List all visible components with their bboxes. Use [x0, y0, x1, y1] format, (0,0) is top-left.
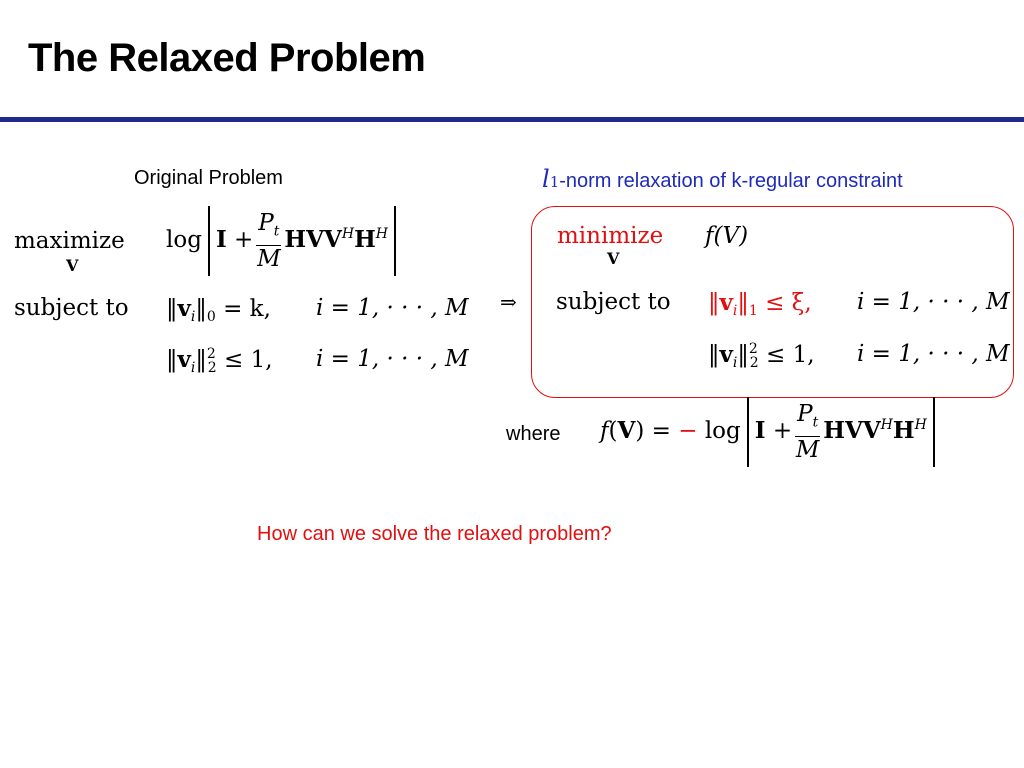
- question-text: How can we solve the relaxed problem?: [257, 523, 612, 545]
- l1-range: i = 1, · · · , M: [857, 289, 1010, 315]
- relaxation-heading: l1-norm relaxation of k-regular constraint: [542, 165, 903, 193]
- where-label: where: [506, 423, 561, 445]
- subject-to-label: subject to: [14, 295, 129, 321]
- original-problem-heading: Original Problem: [134, 167, 283, 189]
- relaxed-l2-range: i = 1, · · · , M: [857, 341, 1010, 367]
- title-divider: [0, 117, 1024, 122]
- l2-constraint: $‖v_i‖^2_2 \le 1$,: [166, 346, 273, 376]
- minimize-var: V: [607, 249, 620, 268]
- l1-constraint: $‖v_i‖_1 \le \xi$,: [708, 289, 812, 319]
- maximize-var: V: [66, 256, 79, 275]
- relaxed-subject-to: subject to: [556, 289, 671, 315]
- l0-range: i = 1, · · · , M: [316, 295, 469, 321]
- f-definition: f(V) = − log I + $\frac{P_t}{M}$ $HVV^HH^H$: [600, 397, 941, 467]
- relaxed-l2-constraint: $‖v_i‖^2_2 \le 1$,: [708, 341, 815, 371]
- minimize-label: minimize: [557, 223, 664, 249]
- maximize-label: maximize: [14, 228, 125, 254]
- l2-range: i = 1, · · · , M: [316, 346, 469, 372]
- implies-arrow: ⇒: [500, 290, 517, 314]
- relaxed-objective: f(V): [705, 223, 749, 249]
- l0-constraint: $‖v_i‖_0 = k$,: [166, 295, 271, 325]
- slide-title: The Relaxed Problem: [28, 36, 426, 80]
- objective-original: log I + $\frac{P_t}{M}$ $HVV^HH^H$: [166, 206, 402, 276]
